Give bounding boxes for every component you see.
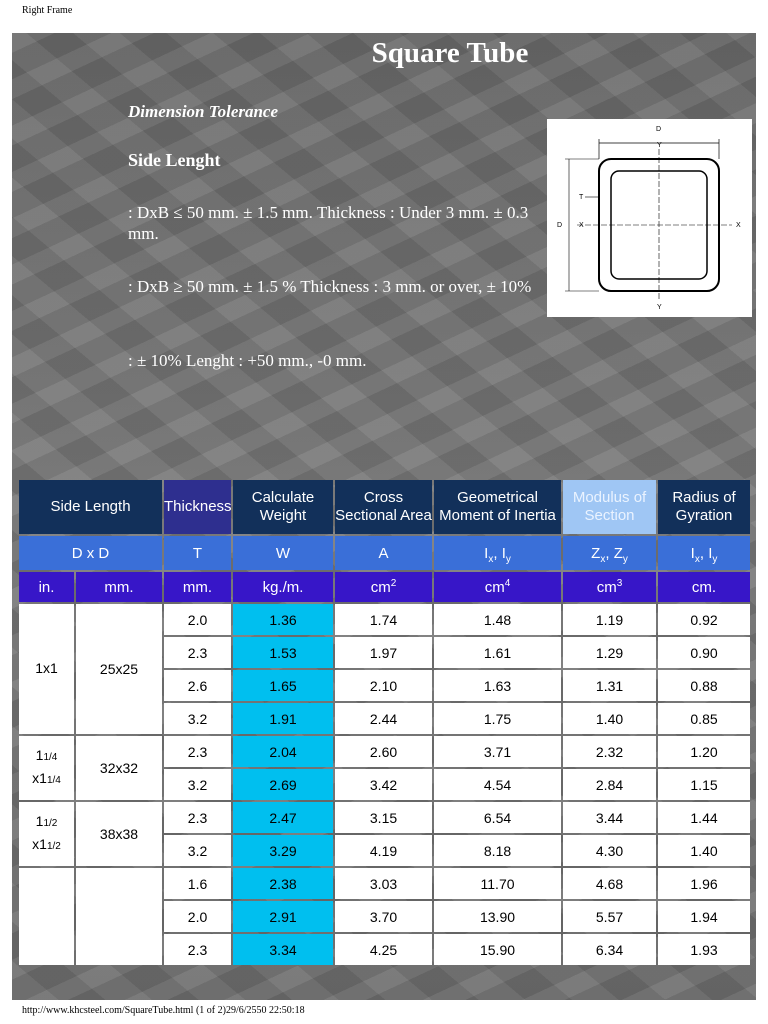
- unit-moment: $cm^4$: [434, 572, 561, 602]
- thickness-cell: 3.2: [164, 835, 231, 866]
- weight-cell: 2.38: [233, 868, 333, 899]
- side-length-heading: Side Lenght: [128, 150, 221, 170]
- moment-cell: 1.75: [434, 703, 561, 734]
- header-moment-of-inertia: Geometrical Moment of Inertia: [434, 480, 561, 534]
- diagram-label-d-top: D: [656, 126, 662, 133]
- moment-cell: 13.90: [434, 901, 561, 932]
- area-cell: 2.44: [335, 703, 432, 734]
- thickness-cell: 2.0: [164, 604, 231, 635]
- diagram-label-y-top: Y: [657, 142, 662, 149]
- weight-cell: 1.91: [233, 703, 333, 734]
- size-inch-cell: 1x1: [19, 604, 74, 734]
- header-side-length: Side Length: [19, 480, 162, 534]
- unit-radius: cm.: [658, 572, 750, 602]
- modulus-cell: 1.19: [563, 604, 656, 635]
- weight-cell: 1.36: [233, 604, 333, 635]
- radius-cell: 1.93: [658, 934, 750, 965]
- modulus-cell: 1.40: [563, 703, 656, 734]
- square-tube-spec-table: [17, 478, 752, 967]
- size-mm-cell: 38x38: [76, 802, 162, 866]
- modulus-cell: 2.84: [563, 769, 656, 800]
- thickness-cell: 2.0: [164, 901, 231, 932]
- size-mm-cell: 32x32: [76, 736, 162, 800]
- radius-cell: 1.96: [658, 868, 750, 899]
- symbol-radius: $I_x$, $I_y$: [658, 536, 750, 570]
- modulus-cell: 3.44: [563, 802, 656, 833]
- symbol-moment: $I_x$, $I_y$: [434, 536, 561, 570]
- header-modulus-of-section: Modulus of Section: [563, 480, 656, 534]
- thickness-cell: 2.3: [164, 934, 231, 965]
- table-row: [19, 802, 750, 833]
- symbol-row: [19, 536, 750, 570]
- unit-weight: kg./m.: [233, 572, 333, 602]
- data-body: [19, 604, 750, 965]
- area-cell: 2.60: [335, 736, 432, 767]
- moment-cell: 11.70: [434, 868, 561, 899]
- square-tube-diagram: [547, 119, 752, 317]
- header-row: [19, 480, 750, 534]
- area-cell: 3.15: [335, 802, 432, 833]
- table-row: [19, 736, 750, 767]
- symbol-a: A: [335, 536, 432, 570]
- cross-section-drawing: [547, 119, 752, 317]
- unit-in: in.: [19, 572, 74, 602]
- area-cell: 3.03: [335, 868, 432, 899]
- header-thickness: Thickness: [164, 480, 231, 534]
- thickness-cell: 2.6: [164, 670, 231, 701]
- symbol-w: W: [233, 536, 333, 570]
- area-cell: 2.10: [335, 670, 432, 701]
- radius-cell: 1.20: [658, 736, 750, 767]
- thickness-cell: 1.6: [164, 868, 231, 899]
- thickness-cell: 3.2: [164, 769, 231, 800]
- thickness-cell: 2.3: [164, 736, 231, 767]
- size-inch-cell: 11/2 x11/2: [19, 802, 74, 866]
- weight-cell: 1.65: [233, 670, 333, 701]
- diagram-label-x-right: X: [736, 222, 741, 229]
- radius-cell: 0.88: [658, 670, 750, 701]
- area-cell: 3.42: [335, 769, 432, 800]
- radius-cell: 0.90: [658, 637, 750, 668]
- radius-cell: 0.92: [658, 604, 750, 635]
- header-cross-sectional-area: Cross Sectional Area: [335, 480, 432, 534]
- footer-url: http://www.khcsteel.com/SquareTube.html (1 of 2)29/6/2550 22:50:18: [22, 1005, 305, 1016]
- diagram-label-t: T: [579, 194, 584, 201]
- area-cell: 1.97: [335, 637, 432, 668]
- modulus-cell: 2.32: [563, 736, 656, 767]
- area-cell: 4.25: [335, 934, 432, 965]
- page-title: Square Tube: [371, 37, 529, 69]
- thickness-cell: 2.3: [164, 637, 231, 668]
- tolerance-rule-2: : DxB ≥ 50 mm. ± 1.5 % Thickness : 3 mm. or over, ± 10%: [128, 277, 532, 296]
- unit-thickness: mm.: [164, 572, 231, 602]
- radius-cell: 0.85: [658, 703, 750, 734]
- radius-cell: 1.44: [658, 802, 750, 833]
- size-mm-cell: 25x25: [76, 604, 162, 734]
- weight-cell: 3.34: [233, 934, 333, 965]
- weight-cell: 1.53: [233, 637, 333, 668]
- radius-cell: 1.15: [658, 769, 750, 800]
- header-radius-of-gyration: Radius of Gyration: [658, 480, 750, 534]
- diagram-label-x-left: X: [579, 222, 584, 229]
- tolerance-rule-1: : DxB ≤ 50 mm. ± 1.5 mm. Thickness : Under 3 mm. ± 0.3 mm.: [128, 203, 529, 243]
- weight-cell: 3.29: [233, 835, 333, 866]
- window-title: Right Frame: [22, 5, 73, 16]
- moment-cell: 1.61: [434, 637, 561, 668]
- symbol-t: T: [164, 536, 231, 570]
- moment-cell: 3.71: [434, 736, 561, 767]
- size-inch-cell: [19, 868, 74, 965]
- radius-cell: 1.94: [658, 901, 750, 932]
- area-cell: 1.74: [335, 604, 432, 635]
- size-mm-cell: [76, 868, 162, 965]
- area-cell: 4.19: [335, 835, 432, 866]
- size-inch-cell: 11/4 x11/4: [19, 736, 74, 800]
- weight-cell: 2.47: [233, 802, 333, 833]
- diagram-label-y-bottom: Y: [657, 304, 662, 311]
- unit-mm: mm.: [76, 572, 162, 602]
- diagram-label-d-left: D: [557, 222, 563, 229]
- weight-cell: 2.69: [233, 769, 333, 800]
- thickness-cell: 3.2: [164, 703, 231, 734]
- modulus-cell: 5.57: [563, 901, 656, 932]
- modulus-cell: 1.29: [563, 637, 656, 668]
- modulus-cell: 1.31: [563, 670, 656, 701]
- weight-cell: 2.04: [233, 736, 333, 767]
- thickness-cell: 2.3: [164, 802, 231, 833]
- unit-row: [19, 572, 750, 602]
- moment-cell: 8.18: [434, 835, 561, 866]
- unit-area: $cm^2$: [335, 572, 432, 602]
- radius-cell: 1.40: [658, 835, 750, 866]
- moment-cell: 1.63: [434, 670, 561, 701]
- table-row: [19, 868, 750, 899]
- modulus-cell: 4.68: [563, 868, 656, 899]
- tolerance-rule-3: : ± 10% Lenght : +50 mm., -0 mm.: [128, 351, 367, 370]
- modulus-cell: 4.30: [563, 835, 656, 866]
- header-calculate-weight: Calculate Weight: [233, 480, 333, 534]
- moment-cell: 4.54: [434, 769, 561, 800]
- table-row: [19, 604, 750, 635]
- symbol-modulus: $Z_x$, $Z_y$: [563, 536, 656, 570]
- moment-cell: 15.90: [434, 934, 561, 965]
- modulus-cell: 6.34: [563, 934, 656, 965]
- dimension-tolerance-heading: Dimension Tolerance: [128, 102, 279, 121]
- moment-cell: 6.54: [434, 802, 561, 833]
- weight-cell: 2.91: [233, 901, 333, 932]
- moment-cell: 1.48: [434, 604, 561, 635]
- unit-modulus: $cm^3$: [563, 572, 656, 602]
- symbol-dxd: D x D: [19, 536, 162, 570]
- area-cell: 3.70: [335, 901, 432, 932]
